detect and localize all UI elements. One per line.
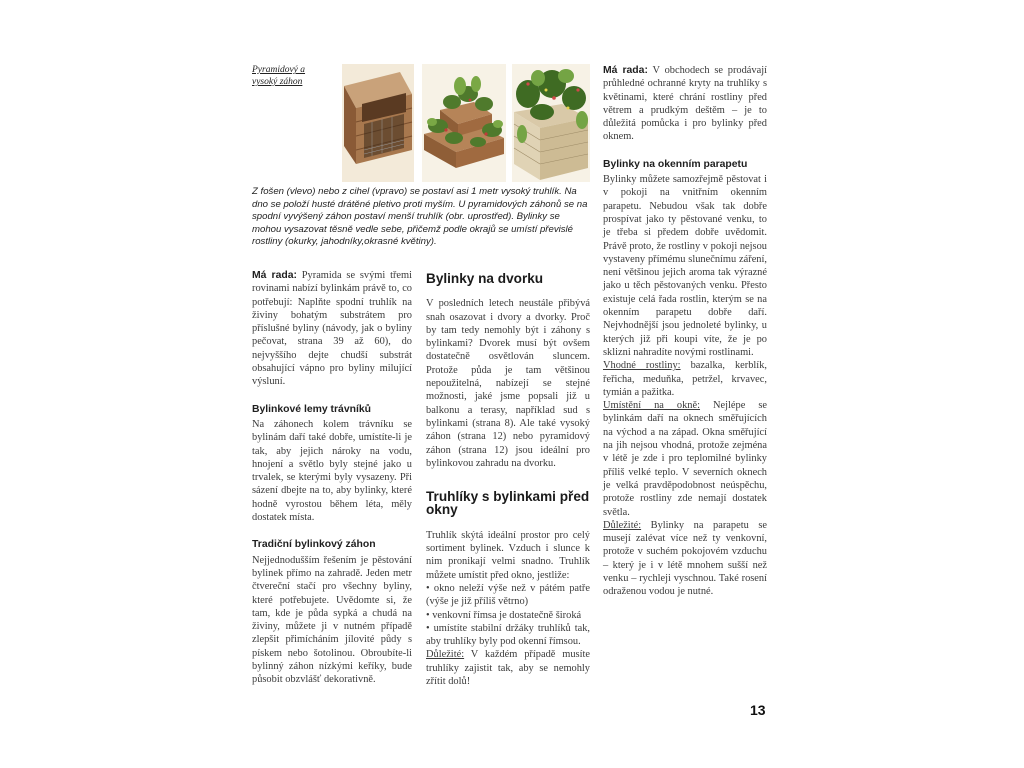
tip-paragraph-right (603, 64, 767, 144)
wooden-box-illustration (342, 64, 414, 182)
tip-text-right: V obchodech se prodávají průhledné ochranné kryty na truhlíky s květinami, které chrání rostliny před větrem a prudkým deštěm – je to důležitá pomůcka i pro bylinky před oknem. (603, 65, 768, 143)
important-note-label: Důležité: (426, 649, 465, 661)
figure-label: Pyramidový a vysoký záhon (252, 65, 306, 87)
window-placement (603, 399, 767, 519)
column-right (603, 64, 767, 599)
important-right-label: Důležité: (603, 519, 642, 531)
text-window-boxes: Truhlík skýtá ideální prostor pro celý sortiment bylinek. Vzduch i slunce k nim pronikají velmi snadno. Truhlík můžete umístit před okno, jestliže: (426, 529, 590, 581)
column-left (252, 269, 412, 687)
brick-bed-illustration (512, 64, 590, 182)
section-heading-traditional-bed: Tradiční bylinkový záhon (252, 539, 376, 551)
tip-lead-right: Má rada: (603, 65, 648, 76)
pyramid-bed-illustration (422, 64, 506, 182)
bullet-item-2: • venkovní římsa je dostatečně široká (426, 609, 582, 621)
column-middle (426, 272, 590, 688)
figure-raised-beds (342, 64, 590, 182)
window-placement-label: Umístění na okně: (603, 400, 701, 412)
tip-paragraph (252, 269, 412, 389)
bullet-item-3: • umístíte stabilní držáky truhlíků tak, aby truhlíky byly pod okenní římsou. (426, 622, 590, 648)
suitable-plants-label: Vhodné rostliny: (603, 360, 681, 372)
tip-lead: Má rada: (252, 270, 297, 281)
bullet-item-1: • okno neleží výše než v pátém patře (výše je již příliš větrno) (426, 582, 590, 608)
section-text-traditional-bed: Nejjednodušším řešením je pěstování bylinek přímo na zahradě. Jeden metr čtvereční stačí pro všechny byliny, které potřebujete. Uvědomte si, že tam, kde je půda sypká a chudá na živiny, můžete ji v nutném případě zlepšit přimícháním jílovité půdy s pískem nebo šotolinou. Obroubíte-li bylinný záhon nízkými keříky, bude působit obzvlášť dekorativně. (252, 554, 412, 686)
figure-caption: Z fošen (vlevo) nebo z cihel (vpravo) se postaví asi 1 metr vysoký truhlík. Na dno se položí husté drátěné pletivo proti myším. U pyramidových záhonů se na spodní vyvýšený záhon postaví menší truhlík (obr. uprostřed). Bylinky se mohou vysazovat těsně vedle sebe, přičemž podle okrajů se umístí převislé rostliny (okurky, jahodníky,okrasné květiny). (252, 186, 588, 248)
heading-courtyard: Bylinky na dvorku (426, 271, 544, 286)
section-text-lawn-edges: Na záhonech kolem trávníku se bylinám daří také dobře, umístíte-li je tak, aby jejich nároky na vodu, hnojení a světlo byly stejné jako u trvalek, se kterými byly vysazeny. Při sázení dbejte na to, aby bylinky, které hodně vyrostou během léta, měly dostatek místa. (252, 418, 412, 524)
section-heading-windowsill: Bylinky na okenním parapetu (603, 158, 748, 170)
suitable-plants-text: bazalka, kerblík, řeřicha, meduňka, petržel, krvavec, tymián a pažitka. (603, 360, 767, 398)
important-right (603, 519, 767, 599)
heading-window-boxes: Truhlíky s bylinkami před okny (426, 489, 590, 518)
page-number: 13 (750, 702, 766, 718)
important-note-text: V každém případě musíte truhlíky zajistit tak, aby se nemohly zřítit dolů! (426, 649, 590, 688)
suitable-plants (603, 359, 767, 399)
text-windowsill: Bylinky můžete samozřejmě pěstovat i v pokoji na vnitřním okenním parapetu. Nebudou však tak dobře prospívat jako ty pěstované venku, to je třeba si předem dobře uvědomit. Právě proto, že rostliny v pokoji nejsou vystaveny přímému slunečnímu záření, není většinou jejich aroma tak výrazné jako u těch pěstovaných venku. Přesto existuje celá řada rostlin, kterým se na okenním parapetu dobře daří. Nejvhodnější jsou jednoleté bylinky, u kterých již při koupi víte, že je po sklizni nahradíte novými rostlinami. (603, 174, 767, 358)
important-note (426, 648, 590, 688)
important-right-text: Bylinky na parapetu se musejí zalévat více než ty venkovní, protože v suchém pokojovém vzduchu – který je i v létě mnohem sušší než venku – rychleji vyschnou. Také rosení odraženou vodou je nutné. (603, 519, 767, 598)
tip-text: Pyramida se svými třemi rovinami nabízí bylinkám právě to, co potřebují: Naplňte spodní truhlík na živiny bohatým substrátem pro příslušné byliny (návody, jak o byliny pečovat, strana 39 až 60), do nejvyššího dejte chudší substrát obsahující vápno pro byliny milující výsluní. (252, 270, 413, 388)
section-heading-lawn-edges: Bylinkové lemy trávníků (252, 403, 371, 415)
text-courtyard: V posledních letech neustále přibývá snah osazovat i dvory a dvorky. Proč by tam tedy nemohly být i záhony s bylinkami? Dvorek musí být ovšem dostatečně osvětlován sluncem. Protože půda je tam většinou nepoužitelná, nabízejí se stejné možnosti, jaké jsme popsali již u balkonu a terasy, například sud s bylinkami (strana 8). Ale také vysoký záhon (strana 12) nebo pyramidový záhon (strana 12) jsou ideální pro bylinkovou zahradu na dvorku. (426, 298, 590, 469)
window-placement-text: Nejlépe se bylinkám daří na oknech směřujících na východ a na západ. Okna směřující na jih nejsou vhodná, protože zejména v létě je zde i pro teplomilné bylinky příliš velké teplo. V severních oknech je velká pravděpodobnost neúspěchu, protože rostliny zde nemají dostatek světla. (603, 400, 767, 518)
